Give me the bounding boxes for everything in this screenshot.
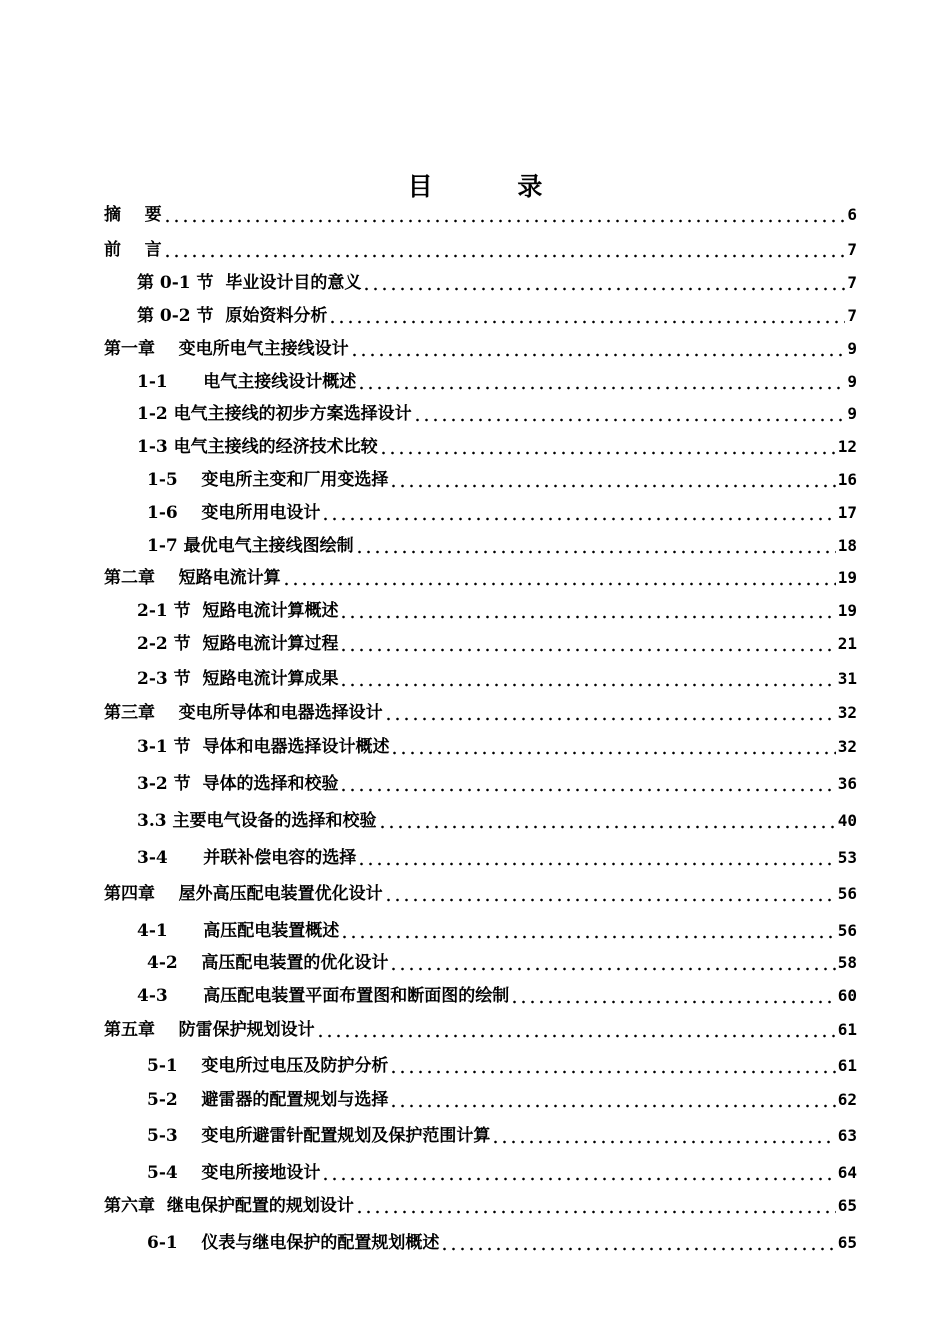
toc-entry-page: 16 — [837, 470, 857, 489]
toc-entry-label: 4-1 高压配电装置概述 — [137, 921, 340, 941]
dot-leader — [321, 502, 835, 524]
toc-entry-label: 1-7 最优电气主接线图绘制 — [147, 536, 354, 556]
toc-entry-page: 58 — [837, 953, 857, 972]
dot-leader — [378, 810, 836, 832]
toc-entry-page: 17 — [837, 503, 857, 522]
toc-entry-label: 1-2 电气主接线的初步方案选择设计 — [137, 404, 412, 424]
toc-entry-page: 65 — [837, 1196, 857, 1215]
dot-leader — [340, 920, 836, 942]
dot-leader — [389, 469, 835, 491]
dot-leader — [389, 952, 835, 974]
dot-leader — [389, 1055, 835, 1077]
toc-entry-label: 第三章 变电所导体和电器选择设计 — [104, 703, 383, 723]
toc-entry[interactable] — [147, 465, 857, 491]
dot-leader — [328, 305, 845, 327]
toc-entry-label: 第六章 继电保护配置的规划设计 — [104, 1196, 354, 1216]
toc-entry-label: 摘 要 — [104, 205, 162, 225]
dot-leader — [413, 403, 846, 425]
toc-entry-page: 64 — [837, 1163, 857, 1182]
toc-entry-label: 3-2 节 导体的选择和校验 — [137, 774, 339, 794]
toc-entry-page: 65 — [837, 1233, 857, 1252]
toc-entry[interactable] — [137, 843, 857, 869]
toc-entry-page: 32 — [837, 737, 857, 756]
toc-entry-page: 62 — [837, 1090, 857, 1109]
toc-entry[interactable] — [137, 432, 857, 458]
toc-entry-label: 第一章 变电所电气主接线设计 — [104, 339, 349, 359]
toc-entry[interactable] — [147, 1228, 857, 1254]
toc-entry[interactable] — [137, 732, 857, 758]
dot-leader — [379, 436, 836, 458]
toc-entry[interactable] — [104, 334, 857, 360]
toc-entry-label: 前 言 — [104, 240, 162, 260]
toc-entry-label: 2-3 节 短路电流计算成果 — [137, 669, 339, 689]
dot-leader — [350, 338, 846, 360]
toc-entry-label: 4-3 高压配电装置平面布置图和断面图的绘制 — [137, 986, 510, 1006]
dot-leader — [390, 736, 835, 758]
dot-leader — [510, 985, 836, 1007]
toc-entry-label: 4-2 高压配电装置的优化设计 — [147, 953, 389, 973]
toc-title: 目 录 — [407, 172, 581, 201]
dot-leader — [362, 272, 845, 294]
dot-leader — [339, 668, 835, 690]
dot-leader — [316, 1019, 836, 1041]
dot-leader — [282, 567, 836, 589]
toc-entry[interactable] — [137, 916, 857, 942]
toc-entry[interactable] — [147, 1085, 857, 1111]
toc-entry-label: 1-5 变电所主变和厂用变选择 — [147, 470, 389, 490]
toc-entry-label: 第五章 防雷保护规划设计 — [104, 1020, 315, 1040]
toc-entry[interactable] — [104, 698, 857, 724]
toc-entry-label: 1-3 电气主接线的经济技术比较 — [137, 437, 378, 457]
toc-entry-label: 3-1 节 导体和电器选择设计概述 — [137, 737, 390, 757]
toc-entry[interactable] — [104, 235, 857, 261]
toc-entry-page: 56 — [837, 921, 857, 940]
toc-entry-page: 9 — [847, 404, 857, 423]
toc-entry-label: 第 0-2 节 原始资料分析 — [137, 306, 328, 326]
toc-entry-label: 3-4 并联补偿电容的选择 — [137, 848, 357, 868]
toc-entry-page: 63 — [837, 1126, 857, 1145]
toc-entry-page: 7 — [847, 273, 857, 292]
toc-entry-page: 7 — [847, 240, 857, 259]
dot-leader — [321, 1162, 835, 1184]
toc-entry-page: 60 — [837, 986, 857, 1005]
dot-leader — [339, 633, 835, 655]
dot-leader — [339, 773, 835, 795]
toc-entry[interactable] — [147, 1158, 857, 1184]
dot-leader — [384, 883, 836, 905]
toc-entry-label: 2-1 节 短路电流计算概述 — [137, 601, 339, 621]
toc-entry[interactable] — [137, 399, 857, 425]
dot-leader — [357, 371, 845, 393]
toc-entry-page: 19 — [837, 601, 857, 620]
toc-entry[interactable] — [137, 629, 857, 655]
toc-entry-label: 3.3 主要电气设备的选择和校验 — [137, 811, 377, 831]
toc-entry-page: 18 — [837, 536, 857, 555]
toc-entry[interactable] — [104, 200, 857, 226]
toc-entry-label: 5-1 变电所过电压及防护分析 — [147, 1056, 389, 1076]
toc-entry[interactable] — [137, 268, 857, 294]
toc-entry-label: 5-3 变电所避雷针配置规划及保护范围计算 — [147, 1126, 491, 1146]
toc-entry-label: 1-1 电气主接线设计概述 — [137, 372, 357, 392]
dot-leader — [491, 1125, 835, 1147]
toc-entry-page: 19 — [837, 568, 857, 587]
dot-leader — [357, 847, 836, 869]
toc-entry-page: 36 — [837, 774, 857, 793]
toc-entry-page: 6 — [847, 205, 857, 224]
toc-entry[interactable] — [137, 301, 857, 327]
toc-entry-label: 5-4 变电所接地设计 — [147, 1163, 321, 1183]
dot-leader — [163, 239, 846, 261]
toc-entry-page: 56 — [837, 884, 857, 903]
toc-entry-page: 53 — [837, 848, 857, 867]
toc-entry-page: 9 — [847, 339, 857, 358]
toc-entry[interactable] — [137, 664, 857, 690]
dot-leader — [384, 702, 836, 724]
dot-leader — [440, 1232, 835, 1254]
toc-entry[interactable] — [137, 367, 857, 393]
toc-entry[interactable] — [137, 981, 857, 1007]
toc-entry-label: 6-1 仪表与继电保护的配置规划概述 — [147, 1233, 440, 1253]
toc-entry-label: 1-6 变电所用电设计 — [147, 503, 321, 523]
toc-entry[interactable] — [104, 879, 857, 905]
toc-entry-label: 第二章 短路电流计算 — [104, 568, 281, 588]
dot-leader — [339, 600, 835, 622]
dot-leader — [163, 204, 846, 226]
toc-entry-page: 31 — [837, 669, 857, 688]
toc-entry[interactable] — [104, 1015, 857, 1041]
toc-entry[interactable] — [104, 563, 857, 589]
dot-leader — [355, 535, 836, 557]
toc-entry-page: 61 — [837, 1056, 857, 1075]
toc-entry-label: 第 0-1 节 毕业设计目的意义 — [137, 273, 362, 293]
toc-entry-page: 7 — [847, 306, 857, 325]
toc-entry-page: 12 — [837, 437, 857, 456]
dot-leader — [355, 1195, 836, 1217]
toc-entry[interactable] — [147, 498, 857, 524]
toc-entry-page: 21 — [837, 634, 857, 653]
toc-entry-label: 5-2 避雷器的配置规划与选择 — [147, 1090, 389, 1110]
toc-entry-page: 32 — [837, 703, 857, 722]
dot-leader — [389, 1089, 835, 1111]
toc-entry[interactable] — [147, 531, 857, 557]
toc-entry-label: 2-2 节 短路电流计算过程 — [137, 634, 339, 654]
toc-entry-label: 第四章 屋外高压配电装置优化设计 — [104, 884, 383, 904]
toc-entry[interactable] — [147, 948, 857, 974]
toc-entry[interactable] — [137, 769, 857, 795]
toc-entry-page: 9 — [847, 372, 857, 391]
toc-entry[interactable] — [137, 806, 857, 832]
toc-entry-page: 61 — [837, 1020, 857, 1039]
toc-entry[interactable] — [104, 1191, 857, 1217]
toc-entry[interactable] — [147, 1051, 857, 1077]
toc-entry[interactable] — [147, 1121, 857, 1147]
toc-entry-page: 40 — [837, 811, 857, 830]
toc-entry[interactable] — [137, 596, 857, 622]
